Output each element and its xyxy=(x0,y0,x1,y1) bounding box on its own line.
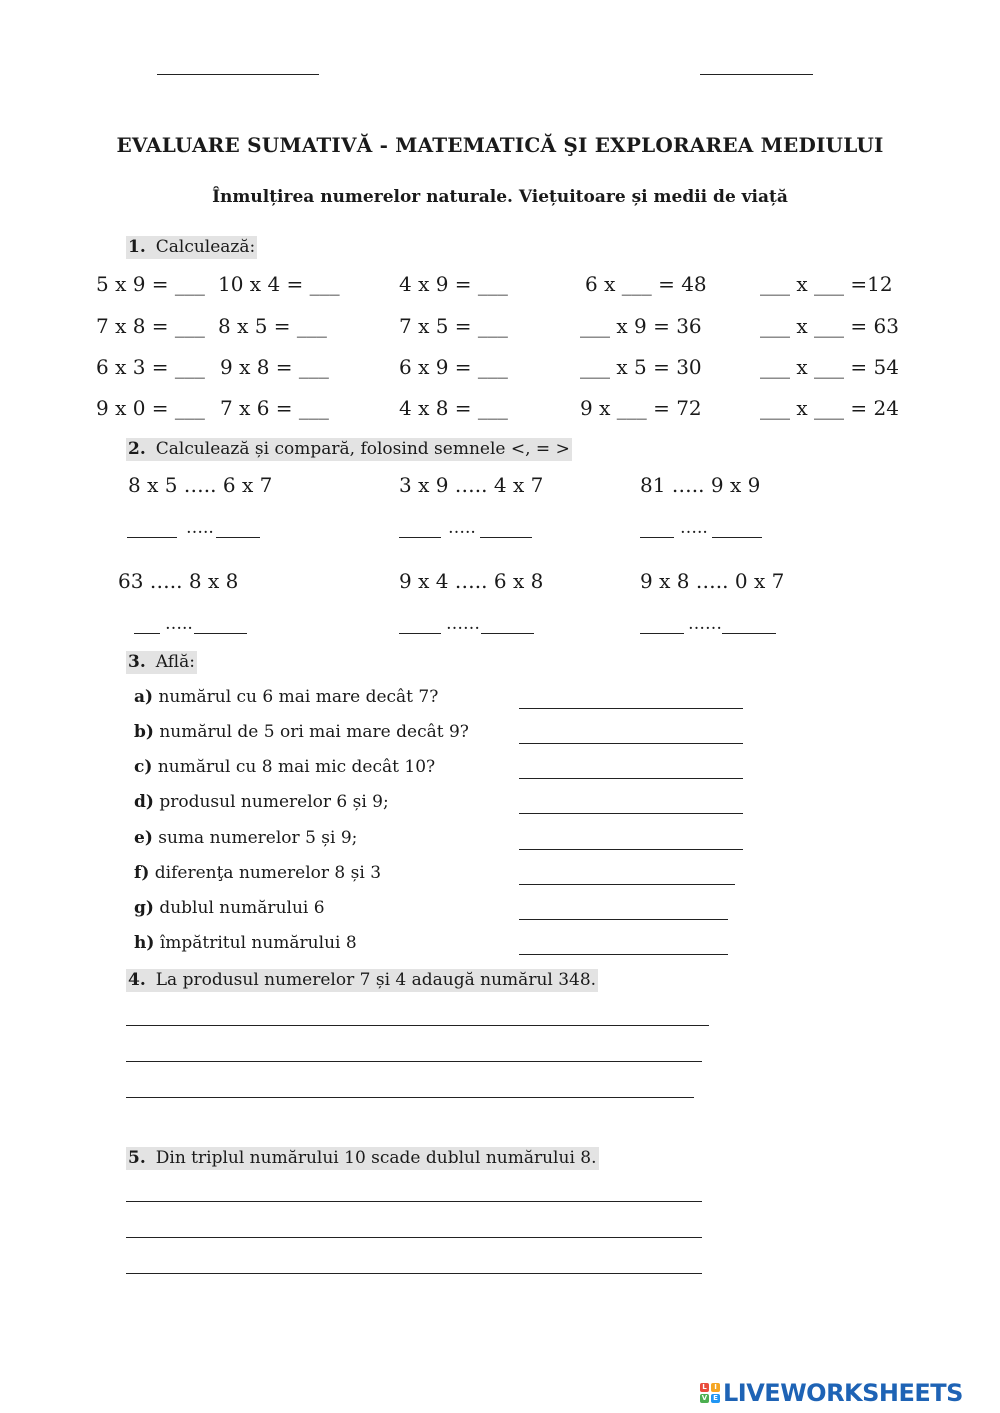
q3-text-a: numărul cu 6 mai mare decât 7? xyxy=(158,687,439,707)
q1-r3-c0[interactable]: 9 x 0 = ___ xyxy=(96,396,205,420)
q3-answer-g[interactable] xyxy=(519,919,728,920)
q3-letter-f: f) xyxy=(134,863,150,883)
q1-r2-c3[interactable]: ___ x 5 = 30 xyxy=(580,355,702,379)
q3-letter-d: d) xyxy=(134,792,154,812)
q1-r0-c2[interactable]: 4 x 9 = ___ xyxy=(399,272,508,296)
q2-expr-6: 9 x 8 ….. 0 x 7 xyxy=(640,569,785,593)
q2-heading xyxy=(126,438,572,461)
q1-r2-c1[interactable]: 9 x 8 = ___ xyxy=(220,355,329,379)
q3-answer-d[interactable] xyxy=(519,813,743,814)
q3-letter-a: a) xyxy=(134,687,154,707)
liveworksheets-logo xyxy=(700,1378,963,1408)
q3-text-e: suma numerelor 5 și 9; xyxy=(158,828,358,848)
q3-letter-h: h) xyxy=(134,933,155,953)
q2-answer-5-dots[interactable]: …… xyxy=(446,614,480,634)
q2-answer-2-left[interactable] xyxy=(399,537,441,538)
q1-r0-c0[interactable]: 5 x 9 = ___ xyxy=(96,272,205,296)
q2-expr-5: 9 x 4 ….. 6 x 8 xyxy=(399,569,544,593)
q1-r1-c0[interactable]: 7 x 8 = ___ xyxy=(96,314,205,338)
q3-text-b: numărul de 5 ori mai mare decât 9? xyxy=(159,722,469,742)
q2-answer-6-dots[interactable]: …… xyxy=(688,614,722,634)
q1-r0-c4[interactable]: ___ x ___ =12 xyxy=(760,272,893,296)
q5-label: Din triplul numărului 10 scade dublul numărului 8. xyxy=(155,1148,597,1168)
q3-letter-b: b) xyxy=(134,722,154,742)
page-title: EVALUARE SUMATIVĂ - MATEMATICĂ ŞI EXPLORAREA MEDIULUI xyxy=(116,133,884,157)
logo-letter-l: L xyxy=(700,1383,709,1392)
q4-number: 4. xyxy=(128,970,146,990)
q1-r1-c2[interactable]: 7 x 5 = ___ xyxy=(399,314,508,338)
q2-answer-6-left[interactable] xyxy=(640,633,684,634)
q2-answer-4-left[interactable] xyxy=(134,633,160,634)
q5-answer-line-3[interactable] xyxy=(126,1273,702,1274)
q3-letter-e: e) xyxy=(134,828,153,848)
q2-answer-4-right[interactable] xyxy=(194,633,247,634)
q2-answer-4-dots[interactable]: ….. xyxy=(165,614,193,634)
q2-answer-3-left[interactable] xyxy=(640,537,674,538)
q4-heading xyxy=(126,969,598,992)
q1-number: 1. xyxy=(128,237,146,257)
q3-answer-h[interactable] xyxy=(519,954,728,955)
q3-item-h xyxy=(134,933,357,953)
q3-item-g xyxy=(134,898,325,918)
q2-number: 2. xyxy=(128,439,146,459)
q1-r0-c1[interactable]: 10 x 4 = ___ xyxy=(218,272,340,296)
logo-letter-i: I xyxy=(711,1383,720,1392)
q3-answer-e[interactable] xyxy=(519,849,743,850)
brand-name: LIVEWORKSHEETS xyxy=(723,1379,963,1407)
date-blank[interactable] xyxy=(700,74,813,75)
q3-answer-b[interactable] xyxy=(519,743,743,744)
q3-text-f: diferenţa numerelor 8 și 3 xyxy=(154,863,382,883)
q1-r0-c3[interactable]: 6 x ___ = 48 xyxy=(585,272,707,296)
q1-r3-c2[interactable]: 4 x 8 = ___ xyxy=(399,396,508,420)
q2-answer-3-right[interactable] xyxy=(712,537,762,538)
q1-label: Calculează: xyxy=(155,237,256,257)
q4-answer-line-2[interactable] xyxy=(126,1061,702,1062)
q3-letter-g: g) xyxy=(134,898,154,918)
logo-letter-v: V xyxy=(701,1394,708,1402)
logo-letter-e: E xyxy=(711,1394,720,1403)
q5-answer-line-2[interactable] xyxy=(126,1237,702,1238)
q1-r1-c1[interactable]: 8 x 5 = ___ xyxy=(218,314,327,338)
q2-answer-1-right[interactable] xyxy=(216,537,260,538)
q2-answer-1-dots[interactable]: ….. xyxy=(186,518,214,538)
q2-expr-2: 3 x 9 ….. 4 x 7 xyxy=(399,473,544,497)
q5-number: 5. xyxy=(128,1148,146,1168)
q1-r1-c3[interactable]: ___ x 9 = 36 xyxy=(580,314,702,338)
q2-answer-3-dots[interactable]: ….. xyxy=(680,518,708,538)
q3-item-e xyxy=(134,828,357,848)
page-subtitle: Înmulțirea numerelor naturale. Viețuitoare și medii de viață xyxy=(212,187,788,207)
q2-answer-1-left[interactable] xyxy=(127,537,177,538)
q3-item-c xyxy=(134,757,435,777)
q1-r2-c0[interactable]: 6 x 3 = ___ xyxy=(96,355,205,379)
q3-answer-f[interactable] xyxy=(519,884,735,885)
q1-r2-c2[interactable]: 6 x 9 = ___ xyxy=(399,355,508,379)
q3-answer-a[interactable] xyxy=(519,708,743,709)
q3-letter-c: c) xyxy=(134,757,153,777)
q3-answer-c[interactable] xyxy=(519,778,743,779)
q2-answer-5-right[interactable] xyxy=(481,633,534,634)
q2-answer-2-dots[interactable]: ….. xyxy=(448,518,476,538)
q1-r3-c4[interactable]: ___ x ___ = 24 xyxy=(760,396,899,420)
name-blank[interactable] xyxy=(157,74,319,75)
q3-item-b xyxy=(134,722,469,742)
q3-label: Află: xyxy=(155,652,195,672)
q1-heading xyxy=(126,236,257,259)
q2-answer-6-right[interactable] xyxy=(722,633,776,634)
logo-icon xyxy=(700,1383,720,1403)
q3-item-a xyxy=(134,687,438,707)
q3-text-c: numărul cu 8 mai mic decât 10? xyxy=(157,757,436,777)
q2-expr-4: 63 ….. 8 x 8 xyxy=(118,569,239,593)
q2-label: Calculează și compară, folosind semnele <, = > xyxy=(155,439,570,459)
q3-item-d xyxy=(134,792,389,812)
q2-expr-3: 81 ….. 9 x 9 xyxy=(640,473,761,497)
q2-answer-2-right[interactable] xyxy=(480,537,532,538)
q3-text-g: dublul numărului 6 xyxy=(159,898,325,918)
q4-answer-line-1[interactable] xyxy=(126,1025,709,1026)
q3-item-f xyxy=(134,863,381,883)
q5-heading xyxy=(126,1147,599,1170)
q1-r3-c1[interactable]: 7 x 6 = ___ xyxy=(220,396,329,420)
q2-expr-1: 8 x 5 ….. 6 x 7 xyxy=(128,473,273,497)
q4-answer-line-3[interactable] xyxy=(126,1097,694,1098)
q4-label: La produsul numerelor 7 și 4 adaugă numărul 348. xyxy=(155,970,597,990)
q3-heading xyxy=(126,651,197,674)
q3-number: 3. xyxy=(128,652,146,672)
q3-text-h: împătritul numărului 8 xyxy=(159,933,357,953)
q1-r3-c3[interactable]: 9 x ___ = 72 xyxy=(580,396,702,420)
q1-r1-c4[interactable]: ___ x ___ = 63 xyxy=(760,314,899,338)
q5-answer-line-1[interactable] xyxy=(126,1201,702,1202)
q2-answer-5-left[interactable] xyxy=(399,633,441,634)
q1-r2-c4[interactable]: ___ x ___ = 54 xyxy=(760,355,899,379)
q3-text-d: produsul numerelor 6 și 9; xyxy=(159,792,389,812)
